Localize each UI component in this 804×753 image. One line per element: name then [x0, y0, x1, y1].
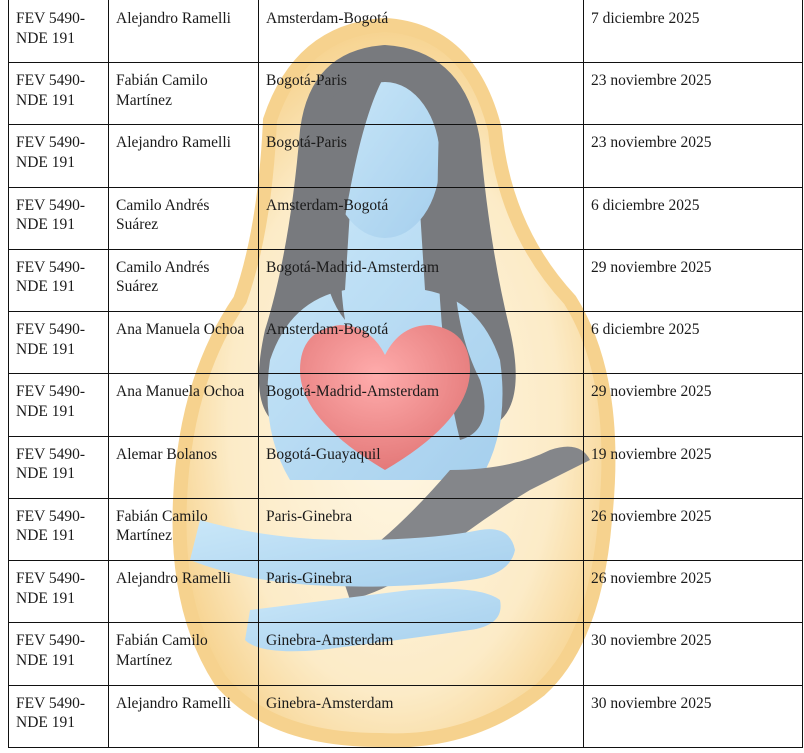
route-cell: Ginebra-Amsterdam — [259, 685, 584, 747]
booking-code-cell: FEV 5490-NDE 191 — [9, 436, 109, 498]
table-row — [9, 498, 803, 560]
date-cell: 29 noviembre 2025 — [584, 374, 803, 436]
route-cell: Bogotá-Paris — [259, 125, 584, 187]
date-cell: 29 noviembre 2025 — [584, 249, 803, 311]
route-cell: Paris-Ginebra — [259, 561, 584, 623]
route-cell: Amsterdam-Bogotá — [259, 312, 584, 374]
table-row — [9, 249, 803, 311]
table-row — [9, 685, 803, 747]
date-cell: 19 noviembre 2025 — [584, 436, 803, 498]
booking-code-cell: FEV 5490-NDE 191 — [9, 187, 109, 249]
table-row — [9, 374, 803, 436]
bookings-table — [8, 0, 803, 748]
passenger-name-cell: Ana Manuela Ochoa — [109, 374, 259, 436]
route-cell: Bogotá-Madrid-Amsterdam — [259, 374, 584, 436]
booking-code-cell: FEV 5490-NDE 191 — [9, 125, 109, 187]
passenger-name-cell: Fabián Camilo Martínez — [109, 623, 259, 685]
table-row — [9, 187, 803, 249]
date-cell: 7 diciembre 2025 — [584, 0, 803, 63]
route-cell: Amsterdam-Bogotá — [259, 187, 584, 249]
booking-code-cell: FEV 5490-NDE 191 — [9, 623, 109, 685]
date-cell: 26 noviembre 2025 — [584, 561, 803, 623]
route-cell: Ginebra-Amsterdam — [259, 623, 584, 685]
date-cell: 23 noviembre 2025 — [584, 125, 803, 187]
passenger-name-cell: Alejandro Ramelli — [109, 0, 259, 63]
booking-code-cell: FEV 5490-NDE 191 — [9, 63, 109, 125]
booking-code-cell: FEV 5490-NDE 191 — [9, 498, 109, 560]
booking-code-cell: FEV 5490-NDE 191 — [9, 685, 109, 747]
passenger-name-cell: Camilo Andrés Suárez — [109, 249, 259, 311]
date-cell: 6 diciembre 2025 — [584, 312, 803, 374]
route-cell: Bogotá-Paris — [259, 63, 584, 125]
route-cell: Amsterdam-Bogotá — [259, 0, 584, 63]
table-row — [9, 623, 803, 685]
date-cell: 26 noviembre 2025 — [584, 498, 803, 560]
booking-code-cell: FEV 5490-NDE 191 — [9, 312, 109, 374]
booking-code-cell: FEV 5490-NDE 191 — [9, 561, 109, 623]
booking-code-cell: FEV 5490-NDE 191 — [9, 249, 109, 311]
table-row — [9, 436, 803, 498]
passenger-name-cell: Alejandro Ramelli — [109, 561, 259, 623]
table-row — [9, 125, 803, 187]
date-cell: 6 diciembre 2025 — [584, 187, 803, 249]
passenger-name-cell: Alejandro Ramelli — [109, 125, 259, 187]
passenger-name-cell: Alejandro Ramelli — [109, 685, 259, 747]
route-cell: Bogotá-Madrid-Amsterdam — [259, 249, 584, 311]
passenger-name-cell: Fabián Camilo Martínez — [109, 63, 259, 125]
table-row — [9, 0, 803, 63]
date-cell: 30 noviembre 2025 — [584, 623, 803, 685]
date-cell: 23 noviembre 2025 — [584, 63, 803, 125]
route-cell: Paris-Ginebra — [259, 498, 584, 560]
passenger-name-cell: Ana Manuela Ochoa — [109, 312, 259, 374]
route-cell: Bogotá-Guayaquil — [259, 436, 584, 498]
booking-code-cell: FEV 5490-NDE 191 — [9, 0, 109, 63]
table-row — [9, 561, 803, 623]
booking-code-cell: FEV 5490-NDE 191 — [9, 374, 109, 436]
table-row — [9, 312, 803, 374]
table-row — [9, 63, 803, 125]
passenger-name-cell: Fabián Camilo Martínez — [109, 498, 259, 560]
passenger-name-cell: Camilo Andrés Suárez — [109, 187, 259, 249]
passenger-name-cell: Alemar Bolanos — [109, 436, 259, 498]
date-cell: 30 noviembre 2025 — [584, 685, 803, 747]
